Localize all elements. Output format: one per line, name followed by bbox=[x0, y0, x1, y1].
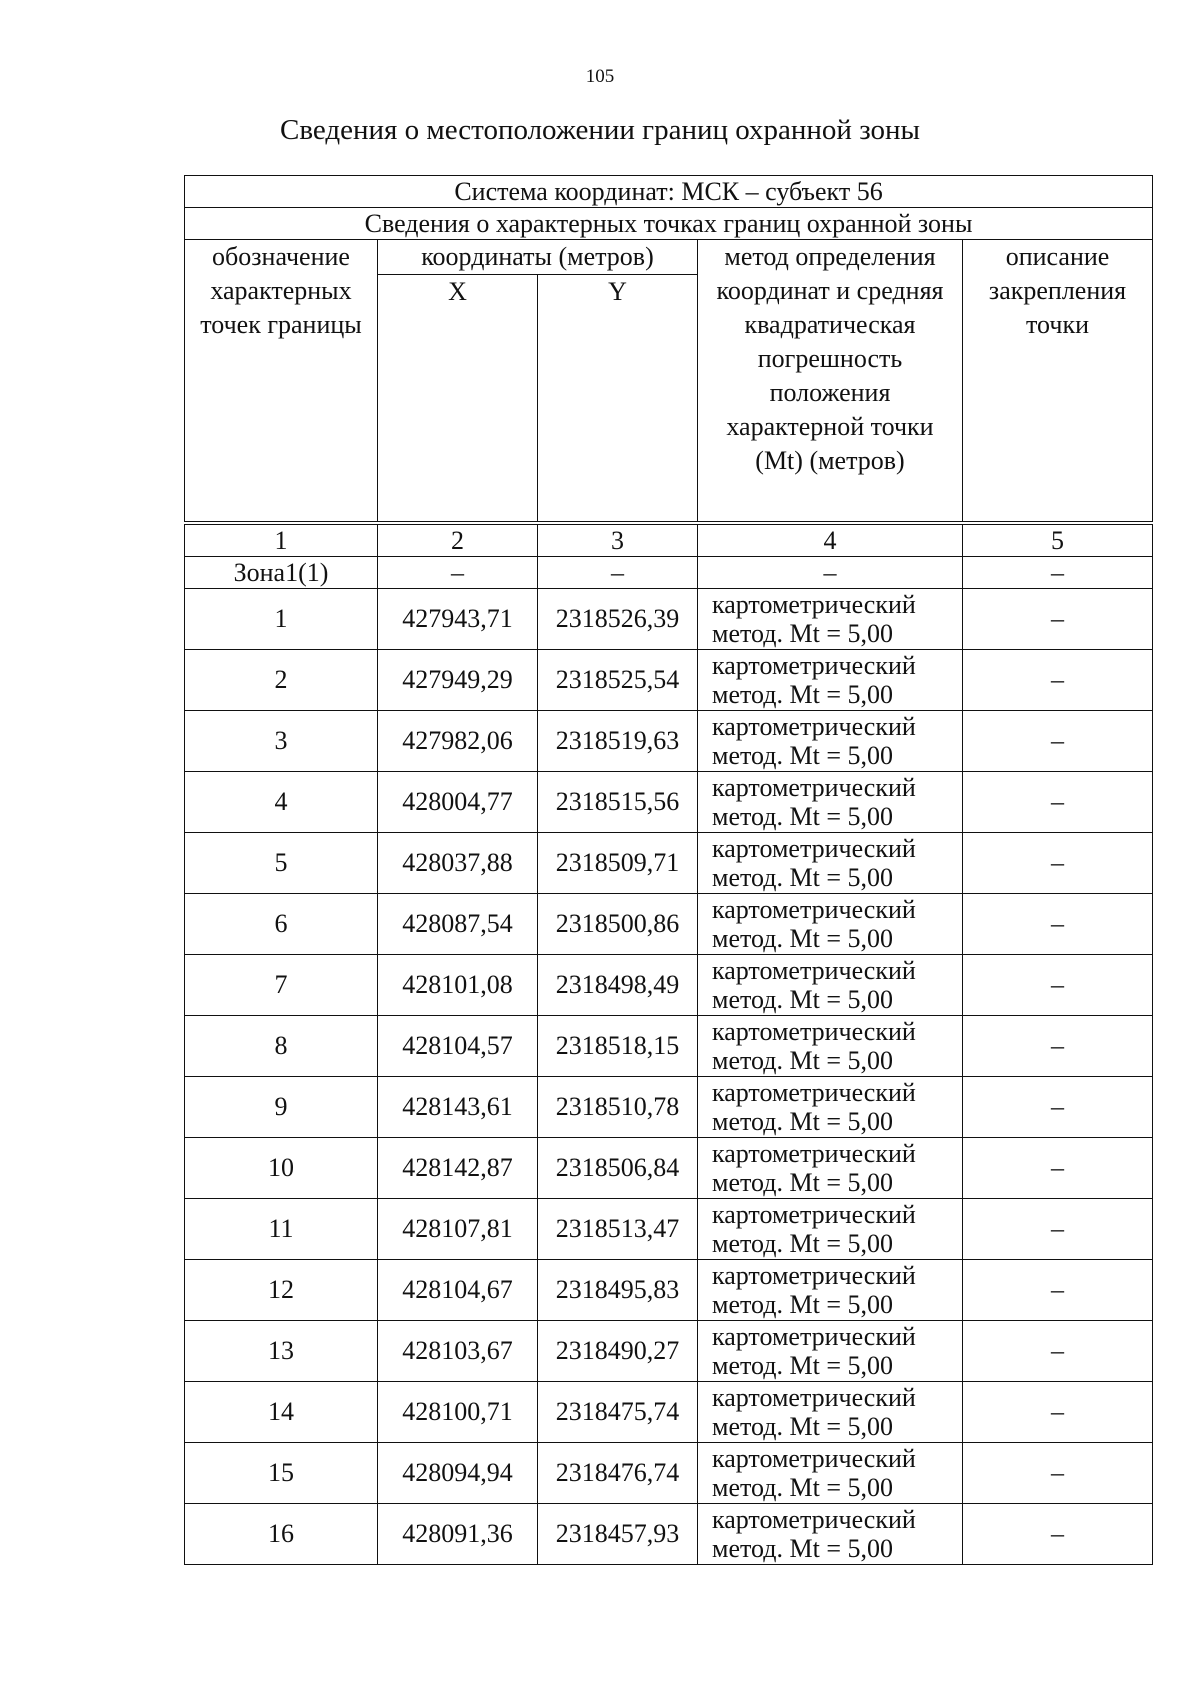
column-number: 1 bbox=[185, 523, 378, 557]
x-coordinate-cell: 428087,54 bbox=[378, 894, 538, 955]
y-coordinate-cell: 2318476,74 bbox=[538, 1443, 698, 1504]
description-cell: – bbox=[963, 1443, 1153, 1504]
method-cell bbox=[698, 1382, 963, 1443]
point-cell: 4 bbox=[185, 772, 378, 833]
y-coordinate-cell: 2318518,15 bbox=[538, 1016, 698, 1077]
point-cell: 12 bbox=[185, 1260, 378, 1321]
table-row bbox=[185, 1077, 1153, 1138]
method-line: картометрический bbox=[712, 1261, 916, 1290]
point-cell: 9 bbox=[185, 1077, 378, 1138]
method-cell bbox=[698, 711, 963, 772]
x-coordinate-cell: 428103,67 bbox=[378, 1321, 538, 1382]
method-line: картометрический bbox=[712, 1444, 916, 1473]
method-cell bbox=[698, 1077, 963, 1138]
x-coordinate-cell: 427982,06 bbox=[378, 711, 538, 772]
point-cell: 8 bbox=[185, 1016, 378, 1077]
page-number: 105 bbox=[585, 66, 615, 87]
point-cell: 14 bbox=[185, 1382, 378, 1443]
method-cell bbox=[698, 650, 963, 711]
header-method: метод определения координат и средняя квадратическая погрешность положения характерной точки (Mt) (метров) bbox=[698, 240, 963, 524]
x-coordinate-cell: 428142,87 bbox=[378, 1138, 538, 1199]
method-accuracy-line: метод. Mt = 5,00 bbox=[712, 1351, 893, 1380]
description-cell: – bbox=[963, 1382, 1153, 1443]
table-row bbox=[185, 650, 1153, 711]
method-cell bbox=[698, 1260, 963, 1321]
table-row bbox=[185, 1199, 1153, 1260]
method-accuracy-line: метод. Mt = 5,00 bbox=[712, 1473, 893, 1502]
method-line: картометрический bbox=[712, 1505, 916, 1534]
table-row bbox=[185, 1382, 1153, 1443]
description-cell: – bbox=[963, 1138, 1153, 1199]
method-accuracy-line: метод. Mt = 5,00 bbox=[712, 1168, 893, 1197]
x-coordinate-cell: 428037,88 bbox=[378, 833, 538, 894]
table-row bbox=[185, 955, 1153, 1016]
table-row bbox=[185, 1443, 1153, 1504]
table-row bbox=[185, 1321, 1153, 1382]
method-line: картометрический bbox=[712, 1139, 916, 1168]
zone-dash: – bbox=[963, 557, 1153, 589]
method-line: картометрический bbox=[712, 651, 916, 680]
method-line: картометрический bbox=[712, 773, 916, 802]
method-cell bbox=[698, 1443, 963, 1504]
description-cell: – bbox=[963, 1260, 1153, 1321]
method-cell bbox=[698, 589, 963, 650]
method-accuracy-line: метод. Mt = 5,00 bbox=[712, 985, 893, 1014]
description-cell: – bbox=[963, 894, 1153, 955]
header-x: X bbox=[378, 275, 538, 524]
method-line: картометрический bbox=[712, 1322, 916, 1351]
x-coordinate-cell: 428104,67 bbox=[378, 1260, 538, 1321]
y-coordinate-cell: 2318457,93 bbox=[538, 1504, 698, 1565]
description-cell: – bbox=[963, 711, 1153, 772]
y-coordinate-cell: 2318519,63 bbox=[538, 711, 698, 772]
y-coordinate-cell: 2318475,74 bbox=[538, 1382, 698, 1443]
x-coordinate-cell: 428101,08 bbox=[378, 955, 538, 1016]
method-cell bbox=[698, 1016, 963, 1077]
point-cell: 16 bbox=[185, 1504, 378, 1565]
point-cell: 2 bbox=[185, 650, 378, 711]
method-line: картометрический bbox=[712, 1200, 916, 1229]
point-cell: 3 bbox=[185, 711, 378, 772]
y-coordinate-cell: 2318509,71 bbox=[538, 833, 698, 894]
boundary-points-table bbox=[184, 175, 1153, 1565]
method-cell bbox=[698, 833, 963, 894]
document-title: Сведения о местоположении границ охранной зоны bbox=[279, 114, 920, 146]
table-row bbox=[185, 1016, 1153, 1077]
y-coordinate-cell: 2318515,56 bbox=[538, 772, 698, 833]
table-row bbox=[185, 1260, 1153, 1321]
description-cell: – bbox=[963, 1199, 1153, 1260]
x-coordinate-cell: 428100,71 bbox=[378, 1382, 538, 1443]
method-cell bbox=[698, 1321, 963, 1382]
y-coordinate-cell: 2318500,86 bbox=[538, 894, 698, 955]
header-coordinates: координаты (метров) bbox=[378, 240, 698, 275]
y-coordinate-cell: 2318513,47 bbox=[538, 1199, 698, 1260]
x-coordinate-cell: 428091,36 bbox=[378, 1504, 538, 1565]
method-accuracy-line: метод. Mt = 5,00 bbox=[712, 1412, 893, 1441]
table-row bbox=[185, 772, 1153, 833]
table-row bbox=[185, 711, 1153, 772]
y-coordinate-cell: 2318525,54 bbox=[538, 650, 698, 711]
method-accuracy-line: метод. Mt = 5,00 bbox=[712, 802, 893, 831]
point-cell: 13 bbox=[185, 1321, 378, 1382]
column-number: 3 bbox=[538, 523, 698, 557]
x-coordinate-cell: 427943,71 bbox=[378, 589, 538, 650]
y-coordinate-cell: 2318490,27 bbox=[538, 1321, 698, 1382]
y-coordinate-cell: 2318526,39 bbox=[538, 589, 698, 650]
coordinate-system-row bbox=[185, 176, 1153, 208]
x-coordinate-cell: 428094,94 bbox=[378, 1443, 538, 1504]
zone-label: Зона1(1) bbox=[185, 557, 378, 589]
header-row bbox=[185, 240, 1153, 275]
section-title-cell: Сведения о характерных точках границ охранной зоны bbox=[185, 208, 1153, 240]
column-numbers-row bbox=[185, 523, 1153, 557]
column-number: 4 bbox=[698, 523, 963, 557]
point-cell: 15 bbox=[185, 1443, 378, 1504]
y-coordinate-cell: 2318506,84 bbox=[538, 1138, 698, 1199]
zone-dash: – bbox=[698, 557, 963, 589]
zone-row bbox=[185, 557, 1153, 589]
description-cell: – bbox=[963, 650, 1153, 711]
point-cell: 6 bbox=[185, 894, 378, 955]
point-cell: 7 bbox=[185, 955, 378, 1016]
point-cell: 11 bbox=[185, 1199, 378, 1260]
method-accuracy-line: метод. Mt = 5,00 bbox=[712, 1107, 893, 1136]
method-line: картометрический bbox=[712, 712, 916, 741]
description-cell: – bbox=[963, 1321, 1153, 1382]
method-cell bbox=[698, 955, 963, 1016]
method-line: картометрический bbox=[712, 1017, 916, 1046]
coordinate-system-cell: Система координат: МСК – субъект 56 bbox=[185, 176, 1153, 208]
column-number: 5 bbox=[963, 523, 1153, 557]
method-cell bbox=[698, 1138, 963, 1199]
point-cell: 5 bbox=[185, 833, 378, 894]
method-cell bbox=[698, 1199, 963, 1260]
method-line: картометрический bbox=[712, 1383, 916, 1412]
method-accuracy-line: метод. Mt = 5,00 bbox=[712, 680, 893, 709]
zone-dash: – bbox=[378, 557, 538, 589]
method-cell bbox=[698, 772, 963, 833]
method-accuracy-line: метод. Mt = 5,00 bbox=[712, 1534, 893, 1563]
method-line: картометрический bbox=[712, 895, 916, 924]
y-coordinate-cell: 2318498,49 bbox=[538, 955, 698, 1016]
table-row bbox=[185, 589, 1153, 650]
method-line: картометрический bbox=[712, 590, 916, 619]
table-row bbox=[185, 1138, 1153, 1199]
column-number: 2 bbox=[378, 523, 538, 557]
x-coordinate-cell: 428107,81 bbox=[378, 1199, 538, 1260]
header-y: Y bbox=[538, 275, 698, 524]
header-point-designation: обозначение характерных точек границы bbox=[185, 240, 378, 524]
y-coordinate-cell: 2318510,78 bbox=[538, 1077, 698, 1138]
x-coordinate-cell: 428004,77 bbox=[378, 772, 538, 833]
method-accuracy-line: метод. Mt = 5,00 bbox=[712, 863, 893, 892]
description-cell: – bbox=[963, 833, 1153, 894]
method-accuracy-line: метод. Mt = 5,00 bbox=[712, 924, 893, 953]
description-cell: – bbox=[963, 955, 1153, 1016]
method-accuracy-line: метод. Mt = 5,00 bbox=[712, 1229, 893, 1258]
section-title-row bbox=[185, 208, 1153, 240]
y-coordinate-cell: 2318495,83 bbox=[538, 1260, 698, 1321]
zone-dash: – bbox=[538, 557, 698, 589]
method-accuracy-line: метод. Mt = 5,00 bbox=[712, 619, 893, 648]
description-cell: – bbox=[963, 772, 1153, 833]
table-row bbox=[185, 894, 1153, 955]
description-cell: – bbox=[963, 1077, 1153, 1138]
description-cell: – bbox=[963, 589, 1153, 650]
method-accuracy-line: метод. Mt = 5,00 bbox=[712, 1290, 893, 1319]
method-cell bbox=[698, 1504, 963, 1565]
point-cell: 1 bbox=[185, 589, 378, 650]
x-coordinate-cell: 427949,29 bbox=[378, 650, 538, 711]
x-coordinate-cell: 428143,61 bbox=[378, 1077, 538, 1138]
description-cell: – bbox=[963, 1016, 1153, 1077]
table-row bbox=[185, 1504, 1153, 1565]
header-description: описание закрепления точки bbox=[963, 240, 1153, 524]
method-accuracy-line: метод. Mt = 5,00 bbox=[712, 741, 893, 770]
method-line: картометрический bbox=[712, 956, 916, 985]
x-coordinate-cell: 428104,57 bbox=[378, 1016, 538, 1077]
method-line: картометрический bbox=[712, 1078, 916, 1107]
method-accuracy-line: метод. Mt = 5,00 bbox=[712, 1046, 893, 1075]
method-line: картометрический bbox=[712, 834, 916, 863]
table-row bbox=[185, 833, 1153, 894]
method-cell bbox=[698, 894, 963, 955]
description-cell: – bbox=[963, 1504, 1153, 1565]
point-cell: 10 bbox=[185, 1138, 378, 1199]
